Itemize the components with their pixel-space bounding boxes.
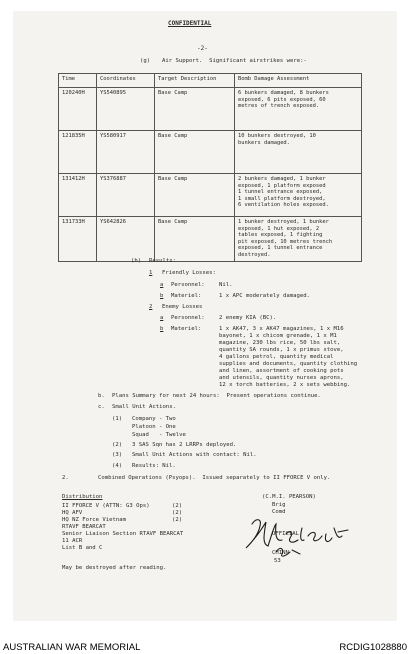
para-c-text: Small Unit Actions. — [112, 404, 176, 410]
enemy-num: 2 — [149, 304, 153, 310]
distribution-copies: (2) — [172, 517, 183, 523]
assessment-line: exposed, 1 platform exposed — [238, 182, 326, 189]
target-cell: Base Camp — [155, 131, 235, 174]
friendly-b: b — [160, 293, 164, 299]
friendly-personnel-label: Personnel: — [171, 282, 205, 288]
distribution-title: Distribution — [62, 494, 103, 500]
distribution-recipient: HQ AFV — [62, 510, 83, 516]
para-2-label: 2. — [62, 475, 69, 481]
assessment-line: 10 bunkers destroyed, 10 — [238, 133, 316, 139]
enemy-a: a — [160, 315, 164, 321]
target-cell: Base Camp — [155, 88, 235, 131]
friendly-materiel-label: Materiel: — [171, 293, 202, 299]
time-cell: 121835H — [59, 131, 97, 174]
sua-item-3-num: (3) — [112, 452, 123, 458]
signatory-name: (C.M.I. PEARSON) — [262, 494, 316, 500]
results-label: (h) — [131, 258, 142, 264]
sua-item-4-num: (4) — [112, 463, 123, 469]
enemy-b: b — [160, 326, 164, 332]
col-header-target: Target Description — [155, 74, 235, 88]
enemy-losses-heading: Enemy Losses — [162, 304, 203, 310]
para-2-text: Combined Operations (Psyops). Issued separately to II FFORCE V only. — [98, 475, 331, 481]
friendly-materiel-value: 1 x APC moderately damaged. — [219, 293, 310, 299]
sua-company: Company - Two — [132, 416, 176, 422]
assessment-line: exposed, 1 tunnel entrance — [238, 245, 323, 252]
sua-item-2-text: 3 SAS Sqn has 2 LRRPs deployed. — [132, 442, 237, 448]
materiel-line: and linen, assortment of cooking pots — [219, 368, 344, 374]
assessment-line: exposed, 1 hut exposed, 2 — [238, 225, 320, 232]
friendly-losses-heading: Friendly Losses: — [162, 270, 216, 276]
coordinates-cell: YS642826 — [97, 217, 155, 262]
col-header-time: Time — [59, 74, 97, 88]
assessment-line: 1 bunker destroyed, 1 bunker — [238, 219, 329, 225]
time-cell: 131412H — [59, 174, 97, 217]
coordinates-cell: YS376887 — [97, 174, 155, 217]
table-row — [59, 174, 362, 217]
para-b-label: b. — [98, 393, 105, 399]
distribution-recipient: RTAVF BEARCAT — [62, 524, 106, 530]
sua-item-4-text: Results: Nil. — [132, 463, 176, 469]
friendly-a: a — [160, 282, 164, 288]
target-cell: Base Camp — [155, 174, 235, 217]
enemy-materiel-label: Materiel: — [171, 326, 202, 332]
para-b-text: Plans Summary for next 24 hours: Present operations continue. — [112, 393, 321, 399]
archive-footer — [0, 634, 410, 654]
sua-item-1-num: (1) — [112, 416, 123, 422]
distribution-recipient: HQ NZ Force Vietnam — [62, 517, 126, 523]
time-cell: 120240H — [59, 88, 97, 131]
assessment-cell — [235, 174, 362, 217]
distribution-recipient: List B and C — [62, 545, 103, 551]
materiel-line: 12 x torch batteries, 2 x sets webbing. — [219, 382, 351, 388]
results-title: Results: — [149, 258, 176, 264]
enemy-materiel-list — [219, 326, 357, 389]
time-cell: 131733H — [59, 217, 97, 262]
destroy-note: May be destroyed after reading. — [62, 565, 167, 571]
classification-header: CONFIDENTIAL — [168, 20, 212, 27]
assessment-line: metres of trench exposed. — [238, 103, 320, 110]
table-row — [59, 131, 362, 174]
assessment-line: pit exposed, 10 metres trench — [238, 238, 333, 245]
page-number: -2- — [197, 45, 208, 52]
distribution-recipient: II FFORCE V (ATTN: G3 Ops) — [62, 503, 150, 509]
signatory-rank: Brig — [272, 502, 286, 508]
assessment-line: 1 small platform destroyed, — [238, 195, 326, 202]
enemy-personnel-label: Personnel: — [171, 315, 205, 321]
friendly-num: 1 — [149, 270, 153, 276]
handwritten-signature — [242, 514, 357, 562]
assessment-line: 1 tunnel entrance exposed, — [238, 189, 323, 196]
materiel-line: bayonet, 1 x chicom grenade, 1 x M1 — [219, 333, 337, 339]
para-c-label: c. — [98, 404, 105, 410]
friendly-personnel-value: Nil. — [219, 282, 233, 288]
sua-item-2-num: (2) — [112, 442, 123, 448]
assessment-line: 6 bunkers damaged, 8 bunkers — [238, 90, 329, 96]
assessment-line: tables exposed, 1 fighting — [238, 232, 323, 239]
official-label: OFFICIAL — [272, 531, 299, 537]
assessment-cell — [235, 217, 362, 262]
target-cell: Base Camp — [155, 217, 235, 262]
distribution-copies: (2) — [172, 510, 183, 516]
assessment-line: bunkers damaged. — [238, 139, 290, 146]
sua-squad: Squad - Twelve — [132, 432, 186, 438]
archive-reference: RCDIG1028880 — [339, 642, 407, 653]
table-header-row — [59, 74, 362, 88]
materiel-line: 4 gallons petrol, quantity medical — [219, 354, 334, 360]
signatory-role: Comd — [272, 509, 286, 515]
para-g-text: Air Support. Significant airstrikes were:- — [162, 58, 307, 64]
airstrike-table — [58, 73, 362, 262]
materiel-line: and utensils, quantity nurses aprons, — [219, 375, 344, 381]
distribution-recipient: 11 ACR — [62, 538, 83, 544]
coordinates-cell: YS580917 — [97, 131, 155, 174]
materiel-line: 1 x AK47, 3 x AK47 magazines, 1 x M16 — [219, 326, 344, 332]
materiel-line: quantity SA rounds, 1 x primus stove, — [219, 347, 344, 353]
assessment-line: exposed, 6 pits exposed, 60 — [238, 96, 326, 103]
assessment-line: destroyed. — [238, 251, 271, 258]
sua-item-3-text: Small Unit Actions with contact: Nil. — [132, 452, 257, 458]
col-header-coordinates: Coordinates — [97, 74, 155, 88]
chinn-number: 53 — [274, 558, 281, 564]
distribution-recipient: Senior Liaison Section RTAVF BEARCAT — [62, 531, 184, 537]
assessment-line: 2 bunkers damaged, 1 bunker — [238, 176, 326, 182]
sua-platoon: Platoon - One — [132, 424, 176, 430]
assessment-line: 6 ventilation holes exposed. — [238, 202, 329, 209]
para-g-label: (g) — [140, 58, 151, 64]
distribution-copies: (2) — [172, 503, 183, 509]
materiel-line: supplies and documents, quantity clothing — [219, 361, 358, 367]
archive-name: AUSTRALIAN WAR MEMORIAL — [3, 642, 141, 653]
assessment-cell — [235, 131, 362, 174]
table-row — [59, 217, 362, 262]
enemy-personnel-value: 2 enemy KIA (BC). — [219, 315, 277, 321]
table-row — [59, 88, 362, 131]
assessment-cell — [235, 88, 362, 131]
materiel-line: magazine, 230 lbs rice, 50 lbs salt, — [219, 340, 341, 346]
col-header-assessment: Bomb Damage Assessment — [235, 74, 362, 88]
chinn-code: CHINN — [272, 550, 289, 556]
coordinates-cell: YS540895 — [97, 88, 155, 131]
